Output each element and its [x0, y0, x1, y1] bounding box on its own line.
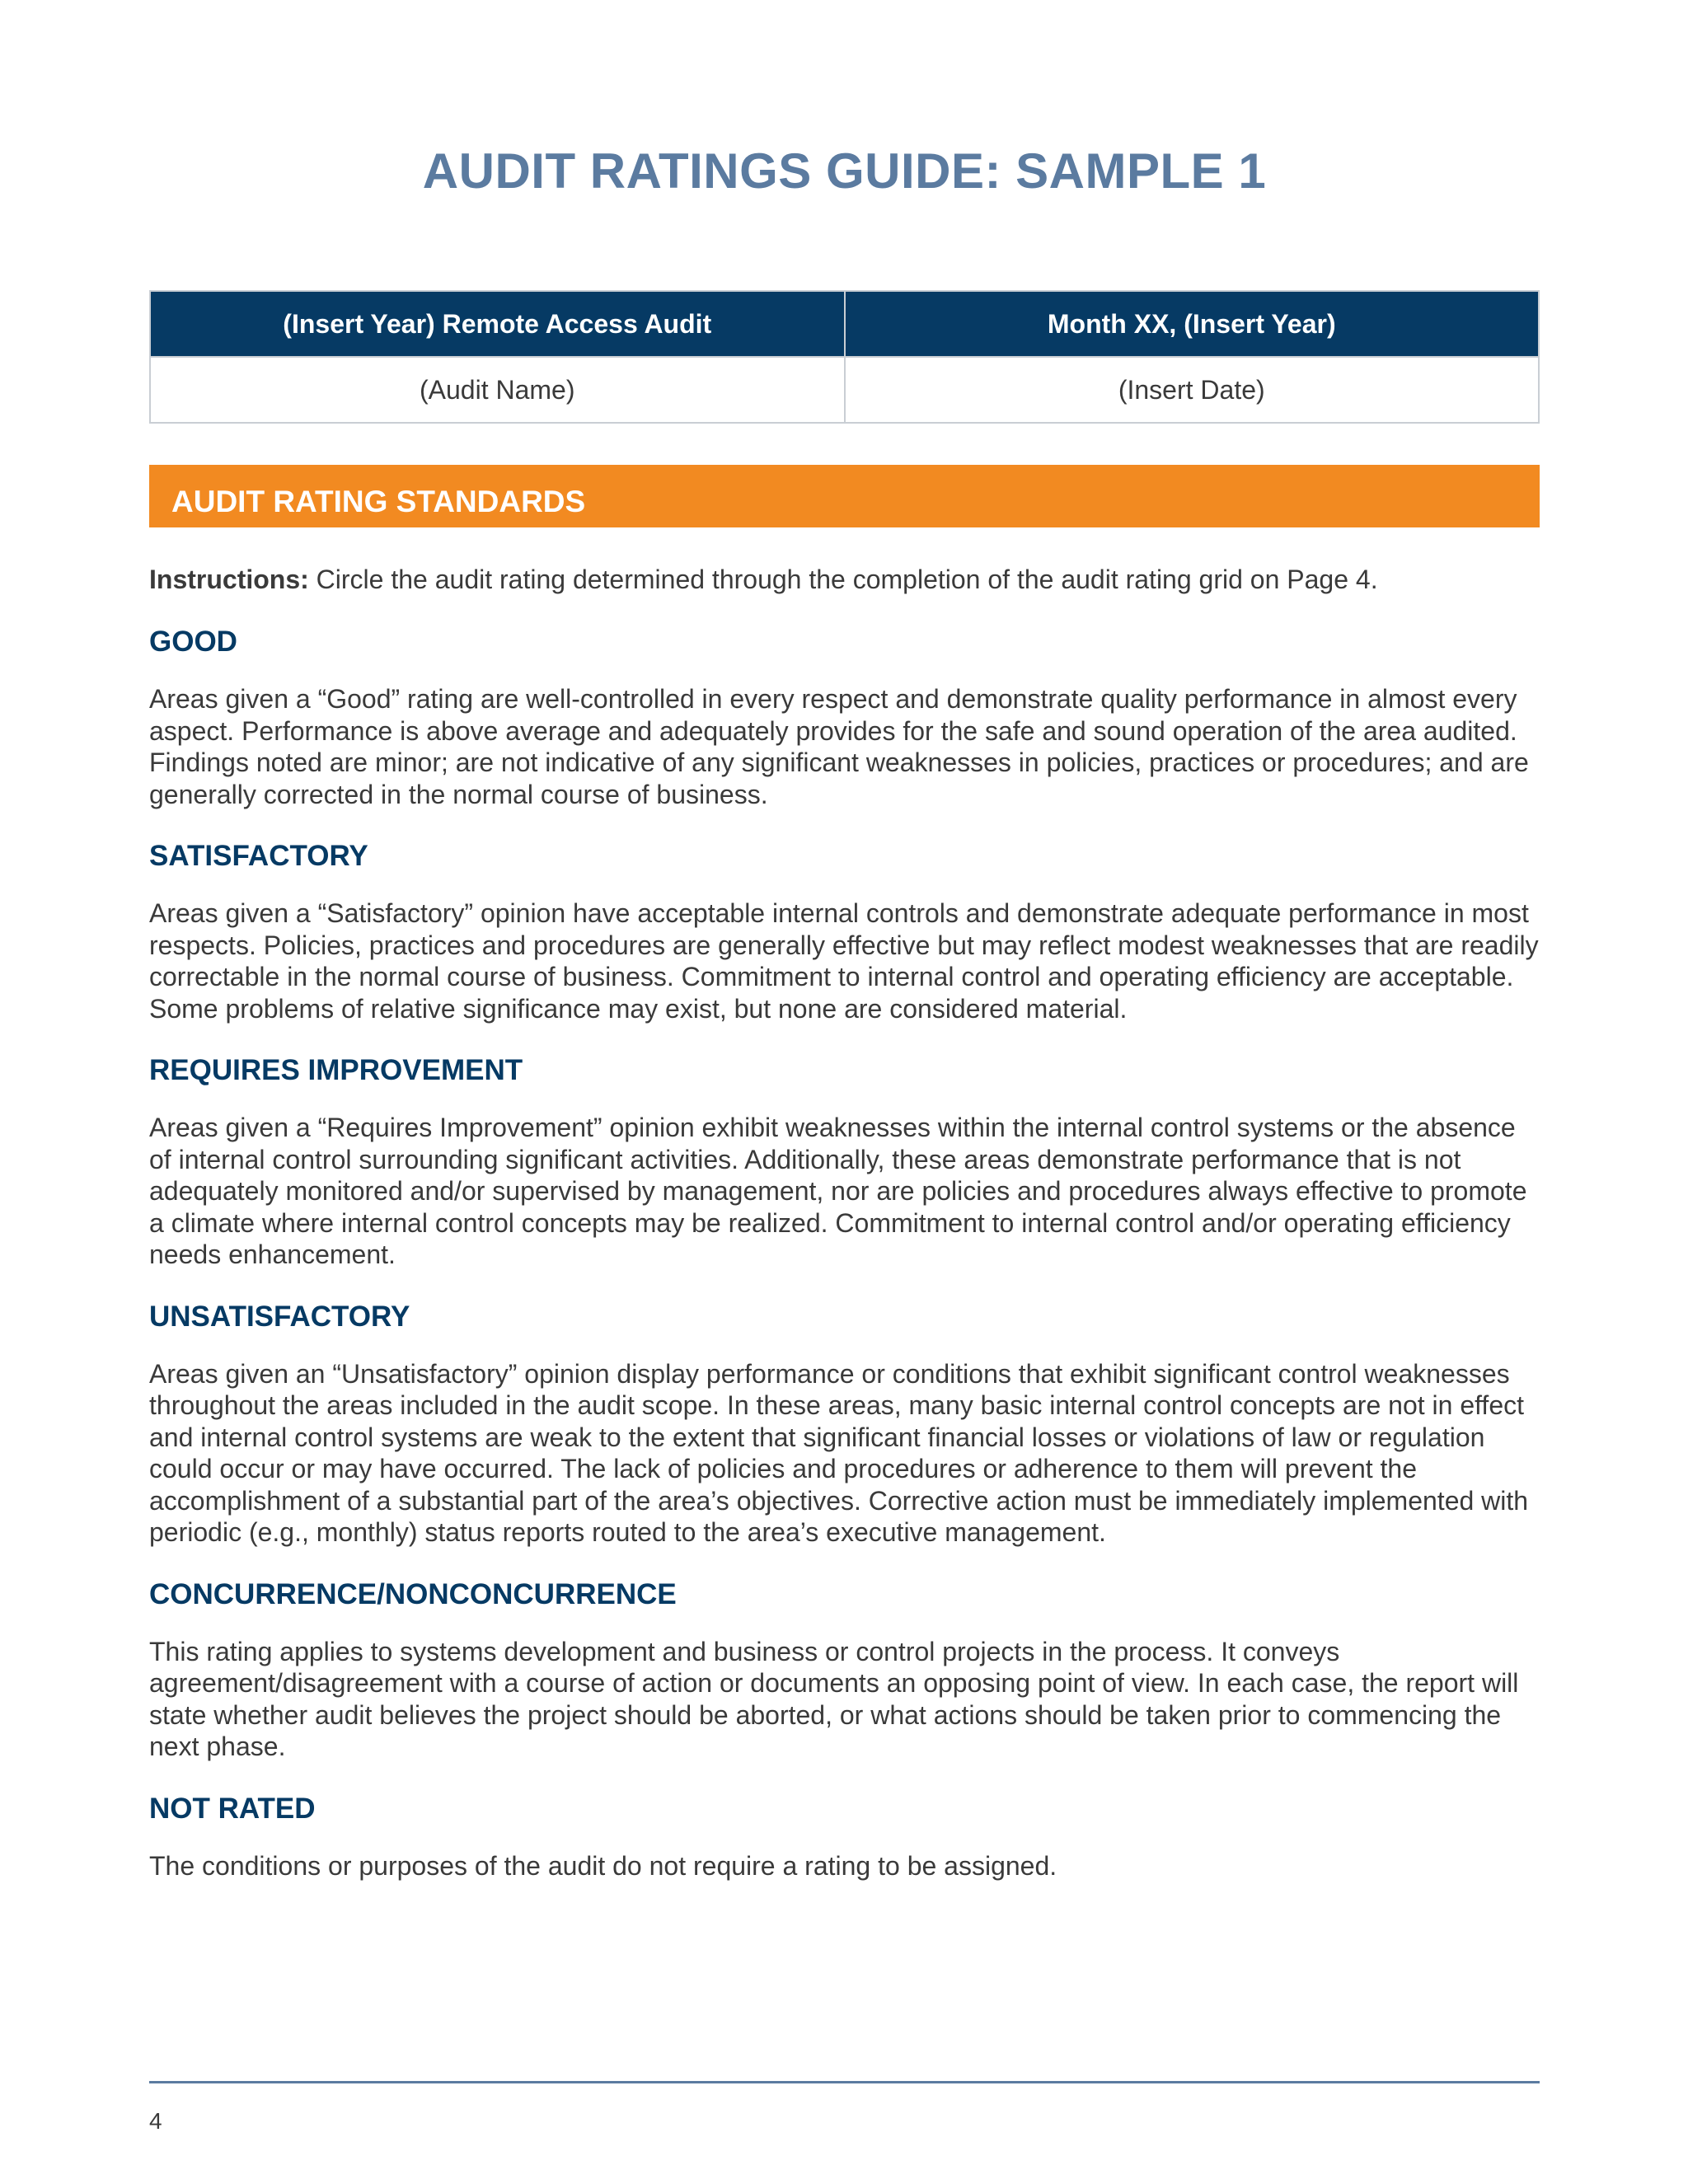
rating-heading-unsatisfactory: UNSATISFACTORY: [149, 1300, 410, 1333]
header-table-value-row: [150, 357, 1539, 423]
rating-body-requires-improvement: Areas given a “Requires Improvement” opinion exhibit weaknesses within the internal control systems or the absence of internal control surrounding significant activities. Additionally, these areas demonstrate performance that is not adequately monitored and/or supervised by management, nor are policies and procedures always effective to promote a climate where internal control concepts may be realized. Commitment to internal control and/or operating efficiency needs enhancement.: [149, 1113, 1527, 1269]
audit-header-table: [149, 290, 1540, 424]
footer-divider: [149, 2081, 1540, 2083]
audit-date-cell: (Insert Date): [845, 357, 1540, 423]
section-title-bar: AUDIT RATING STANDARDS: [149, 465, 1540, 527]
audit-title-header: (Insert Year) Remote Access Audit: [150, 291, 845, 357]
page-number: 4: [149, 2108, 162, 2134]
document-title: AUDIT RATINGS GUIDE: SAMPLE 1: [422, 143, 1267, 199]
header-table-header-row: [150, 291, 1539, 357]
audit-date-header: Month XX, (Insert Year): [845, 291, 1540, 357]
rating-heading-concurrence: CONCURRENCE/NONCONCURRENCE: [149, 1577, 677, 1610]
rating-body-good: Areas given a “Good” rating are well-controlled in every respect and demonstrate quality performance in almost every aspect. Performance is above average and adequately provides for the safe and sound operation of the area audited. Findings noted are minor; are not indicative of any significant weaknesses in policies, practices or procedures; and are generally corrected in the normal course of business.: [149, 684, 1529, 809]
rating-body-satisfactory: Areas given a “Satisfactory” opinion have acceptable internal controls and demonstrate adequate performance in most respects. Policies, practices and procedures are generally effective but may reflect modest weaknesses that are readily correctable in the normal course of business. Commitment to internal control and operating efficiency are acceptable. Some problems of relative significance may exist, but none are considered material.: [149, 898, 1539, 1024]
rating-heading-requires-improvement: REQUIRES IMPROVEMENT: [149, 1054, 523, 1086]
ratings-content: [149, 564, 1540, 1911]
rating-heading-not-rated: NOT RATED: [149, 1792, 316, 1825]
rating-body-concurrence: This rating applies to systems development and business or control projects in the process. It conveys agreement/disagreement with a course of action or documents an opposing point of view. In each case, the report will state whether audit believes the project should be aborted, or what actions should be taken prior to commencing the next phase.: [149, 1636, 1519, 1761]
instructions: [149, 564, 1540, 596]
audit-name-cell: (Audit Name): [150, 357, 845, 423]
instructions-text: Circle the audit rating determined through the completion of the audit rating grid on Page 4.: [308, 565, 1378, 594]
rating-heading-good: GOOD: [149, 626, 237, 658]
rating-body-unsatisfactory: Areas given an “Unsatisfactory” opinion display performance or conditions that exhibit significant control weaknesses throughout the areas included in the audit scope. In these areas, many basic internal control concepts are not in effect and internal control systems are weak to the extent that significant financial losses or violations of law or regulation could occur or may have occurred. The lack of policies and procedures or adherence to them will prevent the accomplishment of a substantial part of the area’s objectives. Corrective action must be immediately implemented with periodic (e.g., monthly) status reports routed to the area’s executive management.: [149, 1358, 1529, 1547]
rating-heading-satisfactory: SATISFACTORY: [149, 840, 368, 872]
instructions-label: Instructions:: [149, 565, 309, 594]
rating-body-not-rated: The conditions or purposes of the audit do not require a rating to be assigned.: [149, 1850, 1057, 1881]
